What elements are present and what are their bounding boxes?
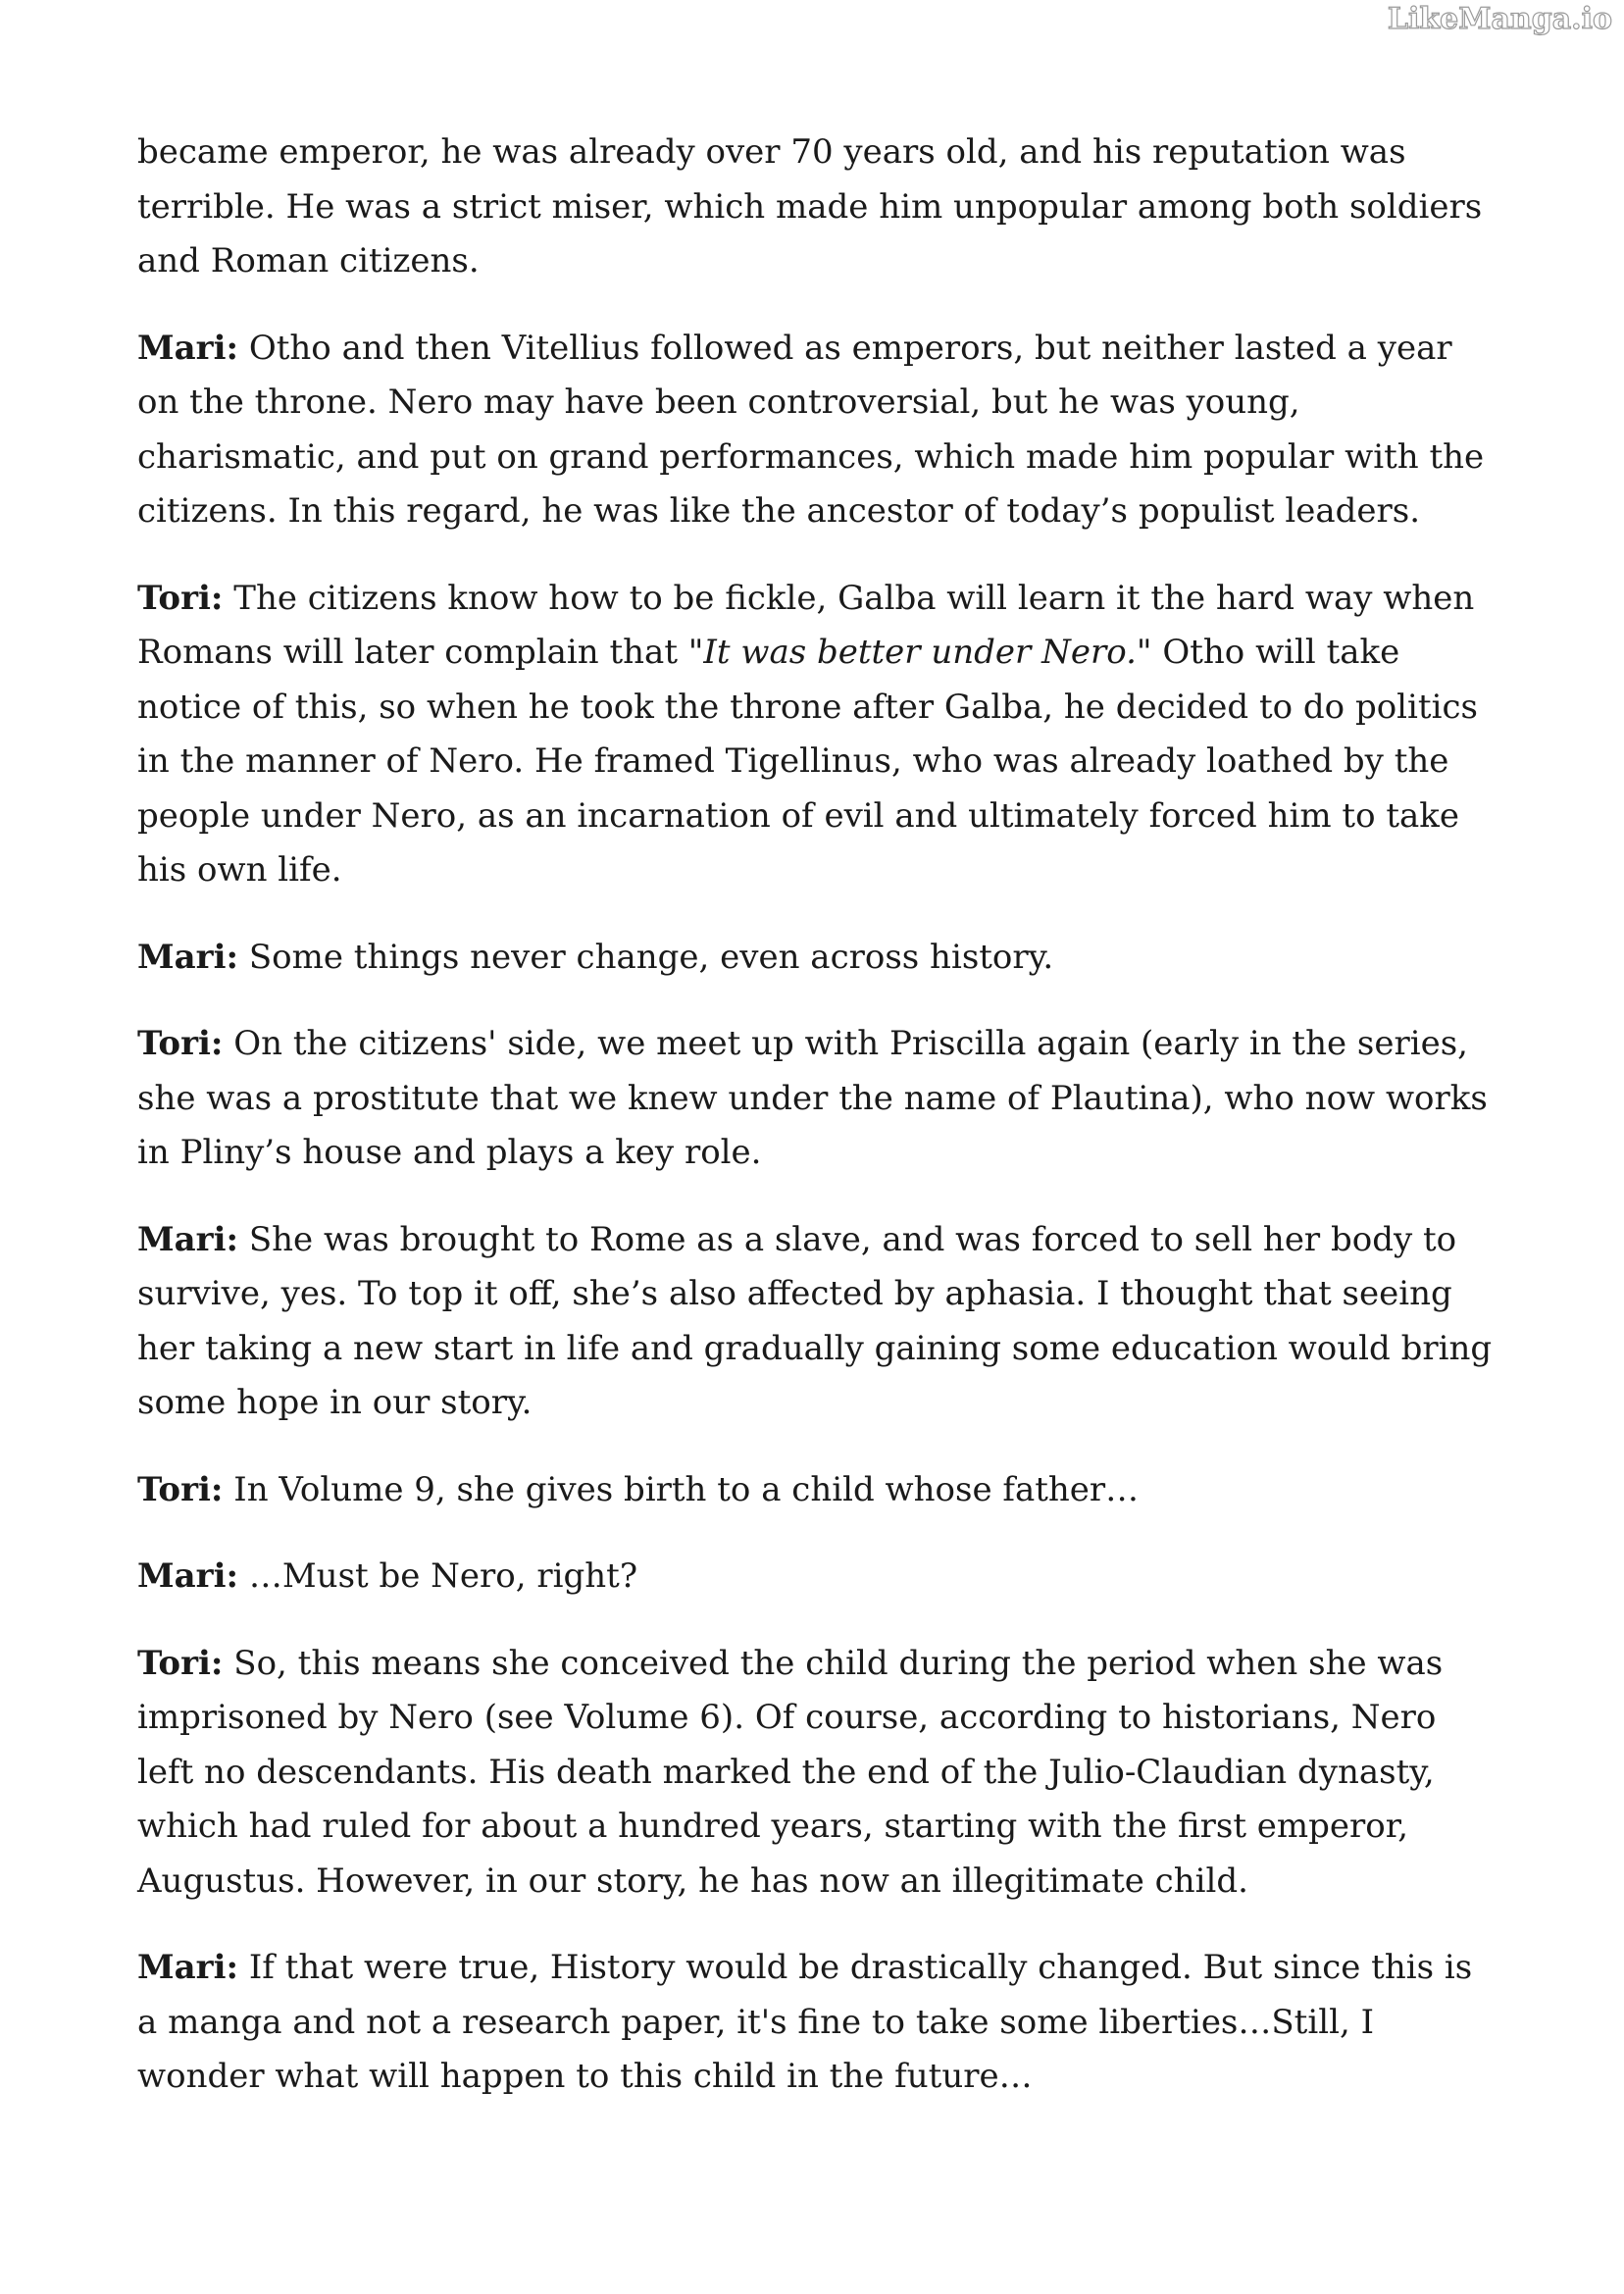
paragraph-mari xyxy=(137,1213,1500,1431)
paragraph-intro xyxy=(137,126,1500,289)
paragraph-text: If that were true, History would be drastically changed. But since this is a manga and not a research paper, it's fine to take some liberties…Still, I wonder what will happen to this child in the future… xyxy=(137,1948,1473,2096)
paragraph-text: became emperor, he was already over 70 years old, and his reputation was terrible. He was a strict miser, which made him unpopular among both soldiers and Roman citizens. xyxy=(137,132,1483,280)
paragraph-mari xyxy=(137,931,1500,986)
paragraph-tori xyxy=(137,572,1500,898)
paragraph-text: So, this means she conceived the child during the period when she was imprisoned by Nero (see Volume 6). Of course, according to historians, Nero left no descendants. His death marked the end of the Julio-Claudian dynasty, which had ruled for about a hundred years, starting with the first emperor, Augustus. However, in our story, he has now an illegitimate child. xyxy=(137,1643,1444,1901)
site-watermark: LikeManga.io xyxy=(1387,2,1612,36)
quoted-text: "It was better under Nero." xyxy=(687,633,1152,672)
speaker-label: Mari: xyxy=(137,937,239,977)
paragraph-text: The citizens know how to be fickle, Galba will learn it the hard way when Romans will later complain that xyxy=(137,578,1475,672)
paragraph-text: …Must be Nero, right? xyxy=(238,1556,638,1596)
speaker-label: Tori: xyxy=(137,1024,224,1063)
speaker-label: Mari: xyxy=(137,1556,239,1596)
paragraph-text: In Volume 9, she gives birth to a child whose father… xyxy=(223,1469,1140,1509)
paragraph-text: On the citizens' side, we meet up with Priscilla again (early in the series, she was a prostitute that we knew under the name of Plautina), who now works in Pliny’s house and plays a key role. xyxy=(137,1024,1488,1172)
paragraph-text: Some things never change, even across history. xyxy=(238,937,1054,977)
paragraph-mari xyxy=(137,322,1500,539)
speaker-label: Tori: xyxy=(137,1469,224,1509)
paragraph-text: She was brought to Rome as a slave, and was forced to sell her body to survive, yes. To top it off, she’s also affected by aphasia. I thought that seeing her taking a new start in life and gradually gaining some education would bring some hope in our story. xyxy=(137,1219,1493,1422)
speaker-label: Mari: xyxy=(137,328,239,368)
paragraph-mari xyxy=(137,1941,1500,2105)
paragraph-tori xyxy=(137,1463,1500,1518)
paragraph-mari xyxy=(137,1550,1500,1605)
paragraph-text: Otho and then Vitellius followed as emperors, but neither lasted a year on the throne. Nero may have been controversial, but he was young, charismatic, and put on grand performances, which made him popular with the citizens. In this regard, he was like the ancestor of today’s populist leaders. xyxy=(137,328,1485,531)
speaker-label: Tori: xyxy=(137,1643,224,1683)
speaker-label: Mari: xyxy=(137,1219,239,1259)
speaker-label: Mari: xyxy=(137,1948,239,1987)
paragraph-text: Otho will take notice of this, so when he took the throne after Galba, he decided to do politics in the manner of Nero. He framed Tigellinus, who was already loathed by the people under Nero, as an incarnation of evil and ultimately forced him to take his own life. xyxy=(137,633,1478,890)
interview-text xyxy=(137,126,1500,2137)
speaker-label: Tori: xyxy=(137,578,224,618)
paragraph-tori xyxy=(137,1017,1500,1181)
paragraph-tori xyxy=(137,1637,1500,1910)
